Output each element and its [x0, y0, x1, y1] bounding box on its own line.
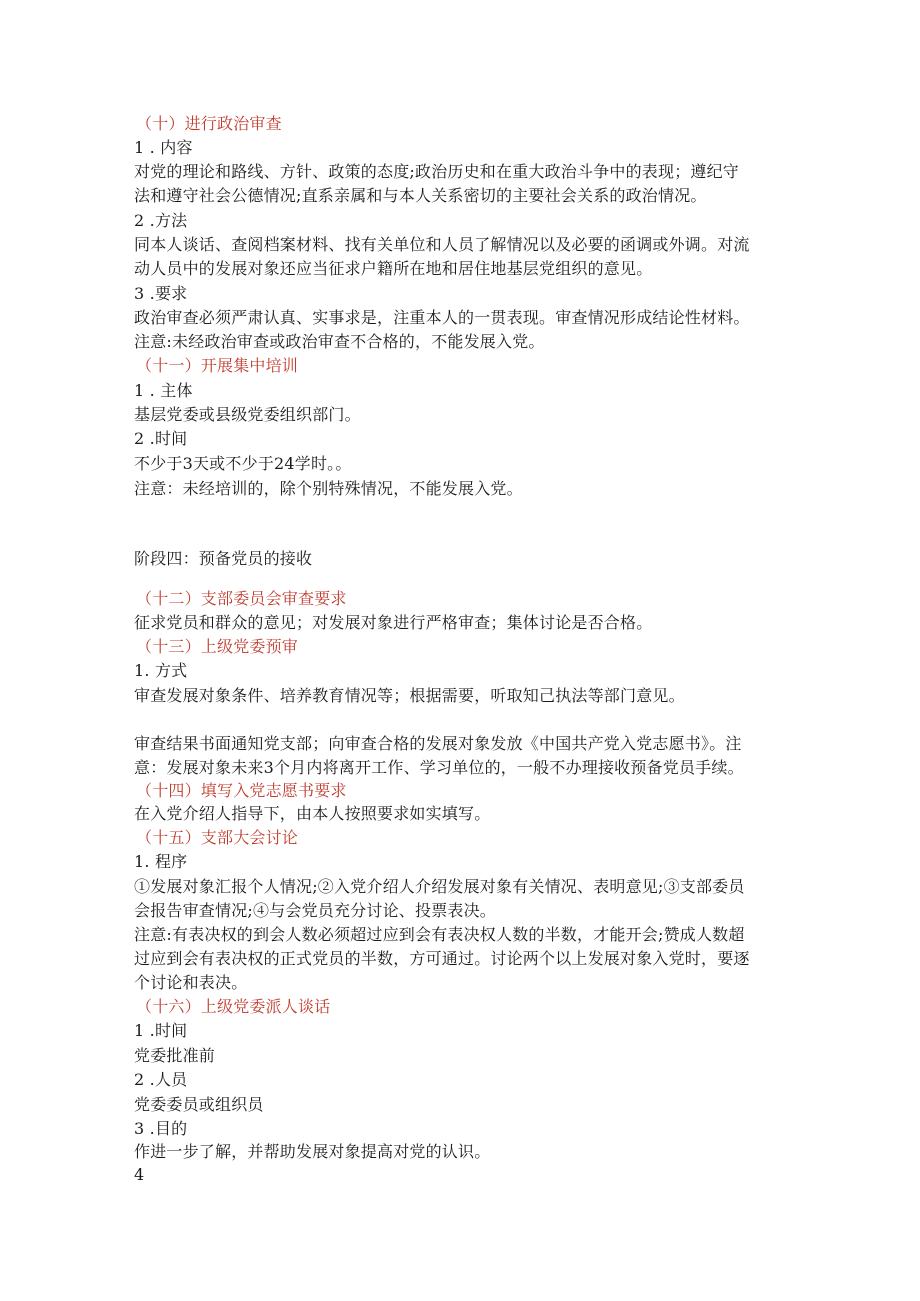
- section-15-item-1-text: ①发展对象汇报个人情况;②入党介绍人介绍发展对象有关情况、表明意见;③支部委员: [134, 877, 745, 896]
- section-16-item-3-text: 作进一步了解，并帮助发展对象提高对党的认识。: [134, 1142, 491, 1161]
- section-10-item-1-text-cont: 法和遵守社会公德情况;直系亲属和与本人关系密切的主要社会关系的政治情况。: [134, 186, 707, 205]
- section-10-item-2-text-cont: 动人员中的发展对象还应当征求户籍所在地和居住地基层党组织的意见。: [134, 259, 653, 278]
- section-11-item-1-label: 1 . 主体: [134, 381, 193, 400]
- section-10-note: 注意:未经政治审查或政治审查不合格的，不能发展入党。: [134, 332, 545, 351]
- section-14-heading: （十四）填写入党志愿书要求: [136, 781, 347, 800]
- section-15-note: 注意:有表决权的到会人数必须超过应到会有表决权人数的半数，才能开会;赞成人数超: [134, 925, 745, 944]
- section-16-item-1-text: 党委批准前: [134, 1046, 216, 1065]
- section-13-text: 审查结果书面通知党支部；向审查合格的发展对象发放《中国共产党入党志愿书》。注: [134, 734, 742, 753]
- section-13-text-cont: 意：发展对象未来3个月内将离开工作、学习单位的，一般不办理接收预备党员手续。: [134, 758, 744, 777]
- section-11-item-2-label: 2 .时间: [134, 429, 188, 448]
- section-10-item-2-text: 同本人谈话、查阅档案材料、找有关单位和人员了解情况以及必要的函调或外调。对流: [134, 235, 750, 254]
- section-13-item-1-text: 审查发展对象条件、培养教育情况等；根据需要，听取知己执法等部门意见。: [134, 686, 685, 705]
- section-10-item-1-text: 对党的理论和路线、方针、政策的态度;政治历史和在重大政治斗争中的表现；遵纪守: [134, 162, 739, 181]
- section-13-item-1-label: 1. 方式: [134, 661, 188, 680]
- section-15-note-cont-1: 过应到会有表决权的正式党员的半数，方可通过。讨论两个以上发展对象入党时，要逐: [134, 949, 750, 968]
- section-11-note: 注意：未经培训的，除个别特殊情况，不能发展入党。: [134, 479, 523, 498]
- section-10-item-3-label: 3 .要求: [134, 284, 188, 303]
- section-16-item-2-label: 2 .人员: [134, 1070, 188, 1089]
- section-10-item-2-label: 2 .方法: [134, 211, 188, 230]
- section-15-item-1-text-cont: 会报告审查情况;④与会党员充分讨论、投票表决。: [134, 901, 496, 920]
- section-15-item-1-label: 1. 程序: [134, 852, 188, 871]
- section-12-text: 征求党员和群众的意见；对发展对象进行严格审查；集体讨论是否合格。: [134, 613, 653, 632]
- section-14-text: 在入党介绍人指导下，由本人按照要求如实填写。: [134, 804, 491, 823]
- section-10-item-1-label: 1 . 内容: [134, 138, 193, 157]
- section-16-heading: （十六）上级党委派人谈话: [136, 997, 331, 1016]
- section-16-item-2-text: 党委委员或组织员: [134, 1095, 264, 1114]
- section-12-heading: （十二）支部委员会审查要求: [136, 589, 347, 608]
- section-15-note-cont-2: 个讨论和表决。: [134, 973, 248, 992]
- phase-4-title: 阶段四：预备党员的接收: [134, 549, 313, 568]
- section-13-heading: （十三）上级党委预审: [136, 637, 299, 656]
- section-16-item-3-label: 3 .目的: [134, 1119, 188, 1138]
- section-11-item-2-text: 不少于3天或不少于24学时。。: [134, 454, 352, 473]
- section-15-heading: （十五）支部大会讨论: [136, 828, 299, 847]
- section-10-item-3-text: 政治审查必须严肃认真、实事求是，注重本人的一贯表现。审查情况形成结论性材料。: [134, 308, 750, 327]
- section-16-item-1-label: 1 .时间: [134, 1021, 188, 1040]
- section-10-heading: （十）进行政治审查: [136, 114, 282, 133]
- section-16-item-4-label: 4: [134, 1165, 145, 1184]
- section-11-item-1-text: 基层党委或县级党委组织部门。: [134, 405, 361, 424]
- section-11-heading: （十一）开展集中培训: [136, 356, 299, 375]
